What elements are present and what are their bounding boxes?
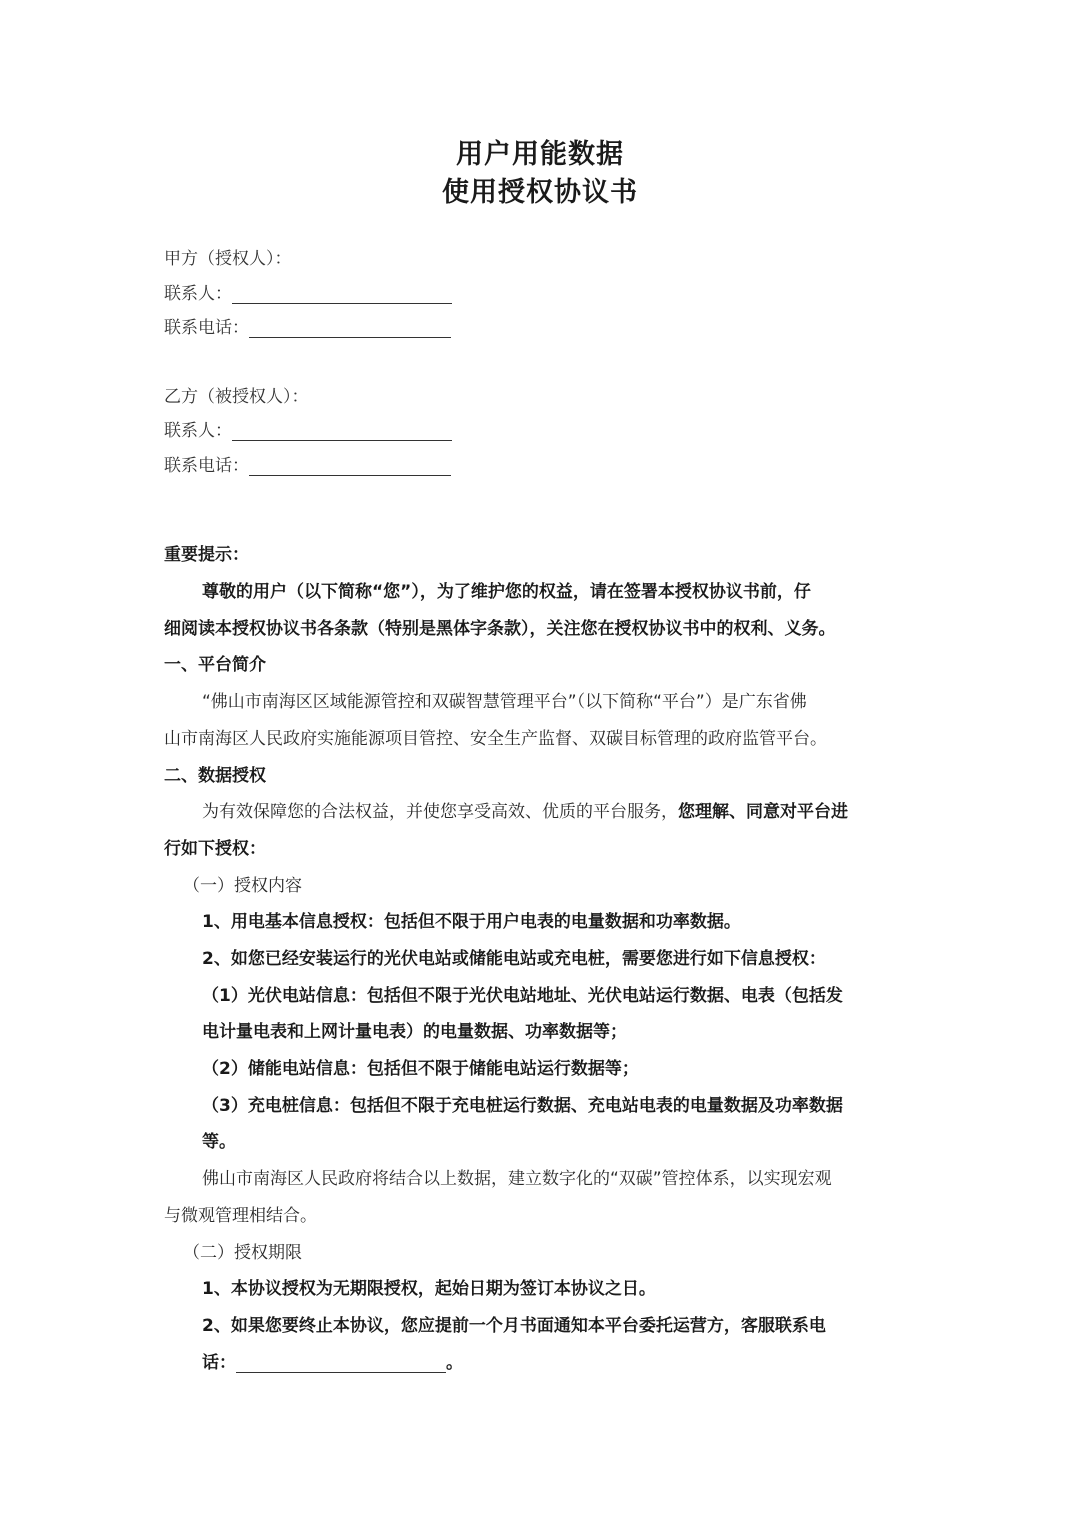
party-b-phone-row: [164, 456, 451, 476]
party-a-label: 甲方（授权人）：: [164, 249, 292, 269]
section1-line-1: “佛山市南海区区域能源管控和双碳智慧管理平台”（以下简称“平台”）是广东省佛: [202, 692, 807, 712]
auth-item-2-3-line-2: 等。: [202, 1132, 236, 1152]
gov-line-2: 与微观管理相结合。: [164, 1206, 317, 1226]
term-item-1: 1、本协议授权为无期限授权，起始日期为签订本协议之日。: [202, 1279, 656, 1299]
doc-title-line1: 用户用能数据: [456, 139, 624, 170]
party-b-phone-label: 联系电话：: [164, 456, 249, 476]
section2-intro-line-2: 行如下授权：: [164, 839, 266, 859]
auth-item-2-1-line-1: （1）光伏电站信息：包括但不限于光伏电站地址、光伏电站运行数据、电表（包括发: [202, 986, 843, 1006]
auth-item-2-1-line-2: 电计量电表和上网计量电表）的电量数据、功率数据等；: [202, 1022, 627, 1042]
party-b-label: 乙方（被授权人）：: [164, 387, 309, 407]
auth-item-1: 1、用电基本信息授权：包括但不限于用户电表的电量数据和功率数据。: [202, 912, 741, 932]
gov-line-1: 佛山市南海区人民政府将结合以上数据，建立数字化的“双碳”管控体系，以实现宏观: [202, 1169, 832, 1189]
auth-item-2-2: （2）储能电站信息：包括但不限于储能电站运行数据等；: [202, 1059, 639, 1079]
term-phone-prefix: 话：: [202, 1353, 236, 1373]
party-b-contact-row: [164, 421, 452, 441]
notice-line-2: 细阅读本授权协议书各条款（特别是黑体字条款），关注您在授权协议书中的权利、义务。: [164, 619, 836, 639]
section2-intro-line-1: [164, 802, 848, 822]
section1-line-2: 山市南海区人民政府实施能源项目管控、安全生产监督、双碳目标管理的政府监管平台。: [164, 729, 827, 749]
term-item-2-line-1: 2、如果您要终止本协议，您应提前一个月书面通知本平台委托运营方，客服联系电: [202, 1316, 826, 1336]
party-b-phone-blank[interactable]: [249, 459, 451, 476]
sub2-heading: （二）授权期限: [183, 1243, 302, 1263]
section2-intro-bold: 您理解、同意对平台进: [678, 802, 848, 822]
party-a-contact-blank[interactable]: [232, 287, 452, 304]
party-b-contact-blank[interactable]: [232, 424, 452, 441]
party-b-contact-label: 联系人：: [164, 421, 232, 441]
notice-heading: 重要提示：: [164, 545, 249, 565]
notice-line-1: 尊敬的用户（以下简称“您”），为了维护您的权益，请在签署本授权协议书前，仔: [202, 582, 811, 602]
party-a-contact-row: [164, 284, 452, 304]
party-a-phone-label: 联系电话：: [164, 318, 249, 338]
party-a-contact-label: 联系人：: [164, 284, 232, 304]
auth-item-2-3-line-1: （3）充电桩信息：包括但不限于充电桩运行数据、充电站电表的电量数据及功率数据: [202, 1096, 843, 1116]
section2-intro-plain: 为有效保障您的合法权益，并使您享受高效、优质的平台服务，: [202, 802, 678, 822]
section1-heading: 一、平台简介: [164, 655, 266, 675]
party-a-phone-row: [164, 318, 451, 338]
term-phone-suffix: 。: [446, 1353, 463, 1373]
auth-item-2: 2、如您已经安装运行的光伏电站或储能电站或充电桩，需要您进行如下信息授权：: [202, 949, 826, 969]
service-phone-blank[interactable]: [236, 1356, 446, 1373]
doc-title-line2: 使用授权协议书: [442, 177, 638, 208]
section2-heading: 二、数据授权: [164, 766, 266, 786]
term-item-2-line-2: [164, 1353, 463, 1373]
party-a-phone-blank[interactable]: [249, 321, 451, 338]
sub1-heading: （一）授权内容: [183, 876, 302, 896]
